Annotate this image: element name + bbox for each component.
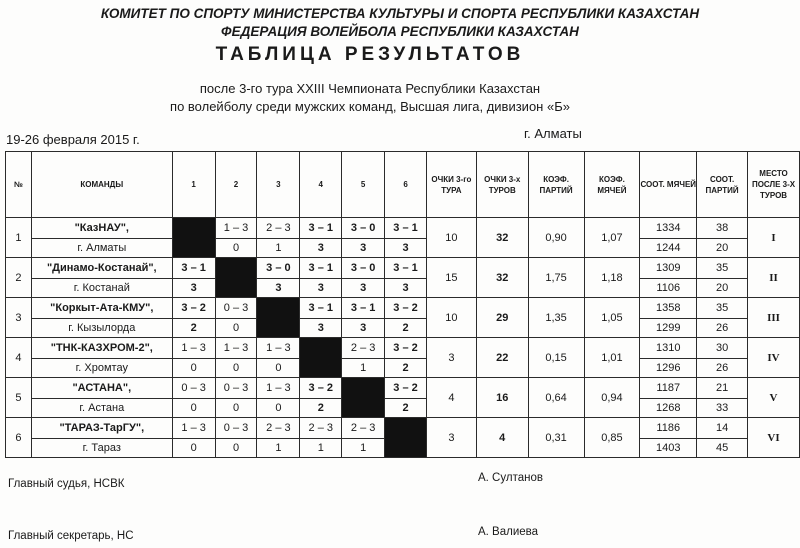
- sets-lost: 33: [697, 399, 748, 418]
- sets-lost: 26: [697, 359, 748, 378]
- team-name: "ТАРАЗ-ТарГУ",: [31, 418, 172, 439]
- secretary-label: Главный секретарь, НС: [8, 530, 134, 542]
- table-row: [6, 258, 800, 279]
- ball-coefficient: 1,07: [584, 218, 640, 258]
- match-points: 0: [257, 359, 300, 378]
- match-points: 2: [172, 319, 215, 338]
- col-header-4: 4: [300, 152, 342, 218]
- match-points: 0: [257, 399, 300, 418]
- match-points: 1: [257, 239, 300, 258]
- match-score: 3 – 1: [300, 218, 342, 239]
- table-row-sub: [6, 399, 800, 418]
- col-header-pts3: ОЧКИ 3-го ТУРА: [426, 152, 476, 218]
- match-score: 3 – 1: [300, 258, 342, 279]
- points-total: 32: [476, 258, 528, 298]
- match-score: 0 – 3: [215, 418, 257, 439]
- final-place: VI: [748, 418, 800, 458]
- match-points: 0: [172, 399, 215, 418]
- diagonal-cell: [257, 298, 300, 338]
- diagonal-cell: [342, 378, 385, 418]
- match-points: 1: [300, 439, 342, 458]
- col-header-rball: СООТ. МЯЧЕЙ: [640, 152, 697, 218]
- match-points: 2: [385, 319, 427, 338]
- match-points: 2: [300, 399, 342, 418]
- points-total: 22: [476, 338, 528, 378]
- col-header-no: №: [6, 152, 32, 218]
- match-points: 3: [385, 239, 427, 258]
- final-place: III: [748, 298, 800, 338]
- match-score: 3 – 0: [257, 258, 300, 279]
- col-header-rset: СООТ. ПАРТИЙ: [697, 152, 748, 218]
- table-row-sub: [6, 359, 800, 378]
- sets-lost: 26: [697, 319, 748, 338]
- ball-coefficient: 1,18: [584, 258, 640, 298]
- match-score: 0 – 3: [215, 298, 257, 319]
- match-score: 3 – 1: [342, 298, 385, 319]
- team-name: "КазНАУ",: [31, 218, 172, 239]
- match-score: 2 – 3: [257, 418, 300, 439]
- points-total: 32: [476, 218, 528, 258]
- page-title: ТАБЛИЦА РЕЗУЛЬТАТОВ: [215, 44, 525, 65]
- secretary-name: А. Валиева: [478, 526, 539, 538]
- row-number: 1: [6, 218, 32, 258]
- balls-won: 1187: [640, 378, 697, 399]
- sets-lost: 20: [697, 279, 748, 298]
- match-score: 3 – 1: [385, 258, 427, 279]
- match-points: 3: [257, 279, 300, 298]
- match-points: 3: [172, 279, 215, 298]
- match-score: 3 – 1: [385, 218, 427, 239]
- col-header-kset: КОЭФ. ПАРТИЙ: [528, 152, 584, 218]
- col-header-3: 3: [257, 152, 300, 218]
- balls-lost: 1296: [640, 359, 697, 378]
- points-total: 4: [476, 418, 528, 458]
- match-points: 3: [385, 279, 427, 298]
- sets-won: 35: [697, 258, 748, 279]
- points-round-3: 4: [426, 378, 476, 418]
- sets-won: 14: [697, 418, 748, 439]
- balls-lost: 1244: [640, 239, 697, 258]
- match-points: 0: [215, 239, 257, 258]
- sets-lost: 20: [697, 239, 748, 258]
- col-header-2: 2: [215, 152, 257, 218]
- diagonal-cell: [215, 258, 257, 298]
- set-coefficient: 0,15: [528, 338, 584, 378]
- sets-won: 21: [697, 378, 748, 399]
- final-place: IV: [748, 338, 800, 378]
- org-line-1: КОМИТЕТ ПО СПОРТУ МИНИСТЕРСТВА КУЛЬТУРЫ И СПОРТА РЕСПУБЛИКИ КАЗАХСТАН: [100, 6, 700, 21]
- team-city: г. Астана: [31, 399, 172, 418]
- subtitle-line-2: по волейболу среди мужских команд, Высшая лига, дивизион «Б»: [170, 99, 570, 114]
- points-total: 16: [476, 378, 528, 418]
- table-row: [6, 218, 800, 239]
- match-points: 0: [215, 319, 257, 338]
- match-score: 3 – 2: [385, 378, 427, 399]
- team-city: г. Костанай: [31, 279, 172, 298]
- row-number: 3: [6, 298, 32, 338]
- match-score: 3 – 0: [342, 218, 385, 239]
- ball-coefficient: 1,01: [584, 338, 640, 378]
- match-points: 0: [215, 399, 257, 418]
- points-round-3: 3: [426, 338, 476, 378]
- match-score: 2 – 3: [342, 418, 385, 439]
- match-points: 3: [342, 279, 385, 298]
- balls-lost: 1299: [640, 319, 697, 338]
- match-score: 1 – 3: [257, 378, 300, 399]
- table-row-sub: [6, 239, 800, 258]
- match-points: 0: [172, 359, 215, 378]
- team-name: "Коркыт-Ата-КМУ",: [31, 298, 172, 319]
- diagonal-cell: [300, 338, 342, 378]
- team-name: "ТНК-КАЗХРОМ-2",: [31, 338, 172, 359]
- table-row: [6, 378, 800, 399]
- match-points: 2: [385, 399, 427, 418]
- ball-coefficient: 0,85: [584, 418, 640, 458]
- diagonal-cell: [172, 218, 215, 258]
- match-score: 3 – 2: [385, 338, 427, 359]
- table-row-sub: [6, 279, 800, 298]
- match-score: 0 – 3: [215, 378, 257, 399]
- row-number: 5: [6, 378, 32, 418]
- team-city: г. Алматы: [31, 239, 172, 258]
- table-row: [6, 418, 800, 439]
- points-round-3: 10: [426, 298, 476, 338]
- match-points: 3: [300, 319, 342, 338]
- team-city: г. Тараз: [31, 439, 172, 458]
- balls-lost: 1106: [640, 279, 697, 298]
- sets-lost: 45: [697, 439, 748, 458]
- points-round-3: 3: [426, 418, 476, 458]
- match-score: 1 – 3: [172, 418, 215, 439]
- ball-coefficient: 1,05: [584, 298, 640, 338]
- team-city: г. Хромтау: [31, 359, 172, 378]
- points-round-3: 10: [426, 218, 476, 258]
- match-score: 3 – 2: [300, 378, 342, 399]
- match-score: 3 – 0: [342, 258, 385, 279]
- set-coefficient: 0,31: [528, 418, 584, 458]
- match-points: 0: [215, 359, 257, 378]
- match-score: 3 – 2: [385, 298, 427, 319]
- subtitle-line-1: после 3-го тура XXIII Чемпионата Республики Казахстан: [199, 81, 541, 96]
- balls-won: 1334: [640, 218, 697, 239]
- balls-won: 1310: [640, 338, 697, 359]
- table-row: [6, 298, 800, 319]
- balls-won: 1186: [640, 418, 697, 439]
- match-score: 2 – 3: [342, 338, 385, 359]
- match-score: 1 – 3: [257, 338, 300, 359]
- points-round-3: 15: [426, 258, 476, 298]
- match-points: 3: [300, 239, 342, 258]
- balls-lost: 1268: [640, 399, 697, 418]
- match-score: 1 – 3: [215, 338, 257, 359]
- col-header-kball: КОЭФ. МЯЧЕЙ: [584, 152, 640, 218]
- col-header-6: 6: [385, 152, 427, 218]
- sets-won: 38: [697, 218, 748, 239]
- match-points: 1: [342, 439, 385, 458]
- match-points: 0: [215, 439, 257, 458]
- match-score: 1 – 3: [215, 218, 257, 239]
- match-points: 3: [342, 319, 385, 338]
- row-number: 2: [6, 258, 32, 298]
- col-header-place: МЕСТО ПОСЛЕ 3-Х ТУРОВ: [748, 152, 800, 218]
- sets-won: 35: [697, 298, 748, 319]
- set-coefficient: 0,90: [528, 218, 584, 258]
- team-city: г. Кызылорда: [31, 319, 172, 338]
- col-header-1: 1: [172, 152, 215, 218]
- table-row: [6, 338, 800, 359]
- diagonal-cell: [385, 418, 427, 458]
- col-header-teams: КОМАНДЫ: [31, 152, 172, 218]
- match-score: 2 – 3: [257, 218, 300, 239]
- sets-won: 30: [697, 338, 748, 359]
- team-name: "Динамо-Костанай",: [31, 258, 172, 279]
- match-score: 3 – 2: [172, 298, 215, 319]
- col-header-pts3x: ОЧКИ 3-х ТУРОВ: [476, 152, 528, 218]
- set-coefficient: 1,35: [528, 298, 584, 338]
- table-row-sub: [6, 319, 800, 338]
- match-points: 3: [342, 239, 385, 258]
- col-header-5: 5: [342, 152, 385, 218]
- final-place: II: [748, 258, 800, 298]
- match-score: 3 – 1: [300, 298, 342, 319]
- event-city: г. Алматы: [524, 126, 582, 141]
- balls-won: 1358: [640, 298, 697, 319]
- set-coefficient: 1,75: [528, 258, 584, 298]
- judge-name: А. Султанов: [478, 472, 543, 484]
- match-score: 0 – 3: [172, 378, 215, 399]
- match-points: 3: [300, 279, 342, 298]
- match-score: 1 – 3: [172, 338, 215, 359]
- team-name: "АСТАНА",: [31, 378, 172, 399]
- balls-lost: 1403: [640, 439, 697, 458]
- org-line-2: ФЕДЕРАЦИЯ ВОЛЕЙБОЛА РЕСПУБЛИКИ КАЗАХСТАН: [221, 24, 579, 39]
- row-number: 4: [6, 338, 32, 378]
- points-total: 29: [476, 298, 528, 338]
- balls-won: 1309: [640, 258, 697, 279]
- match-points: 1: [257, 439, 300, 458]
- ball-coefficient: 0,94: [584, 378, 640, 418]
- final-place: I: [748, 218, 800, 258]
- match-points: 1: [342, 359, 385, 378]
- match-points: 0: [172, 439, 215, 458]
- judge-label: Главный судья, НСВК: [8, 478, 125, 490]
- match-points: 2: [385, 359, 427, 378]
- set-coefficient: 0,64: [528, 378, 584, 418]
- row-number: 6: [6, 418, 32, 458]
- event-date: 19-26 февраля 2015 г.: [6, 132, 140, 147]
- final-place: V: [748, 378, 800, 418]
- match-score: 2 – 3: [300, 418, 342, 439]
- match-score: 3 – 1: [172, 258, 215, 279]
- results-table: [5, 151, 800, 458]
